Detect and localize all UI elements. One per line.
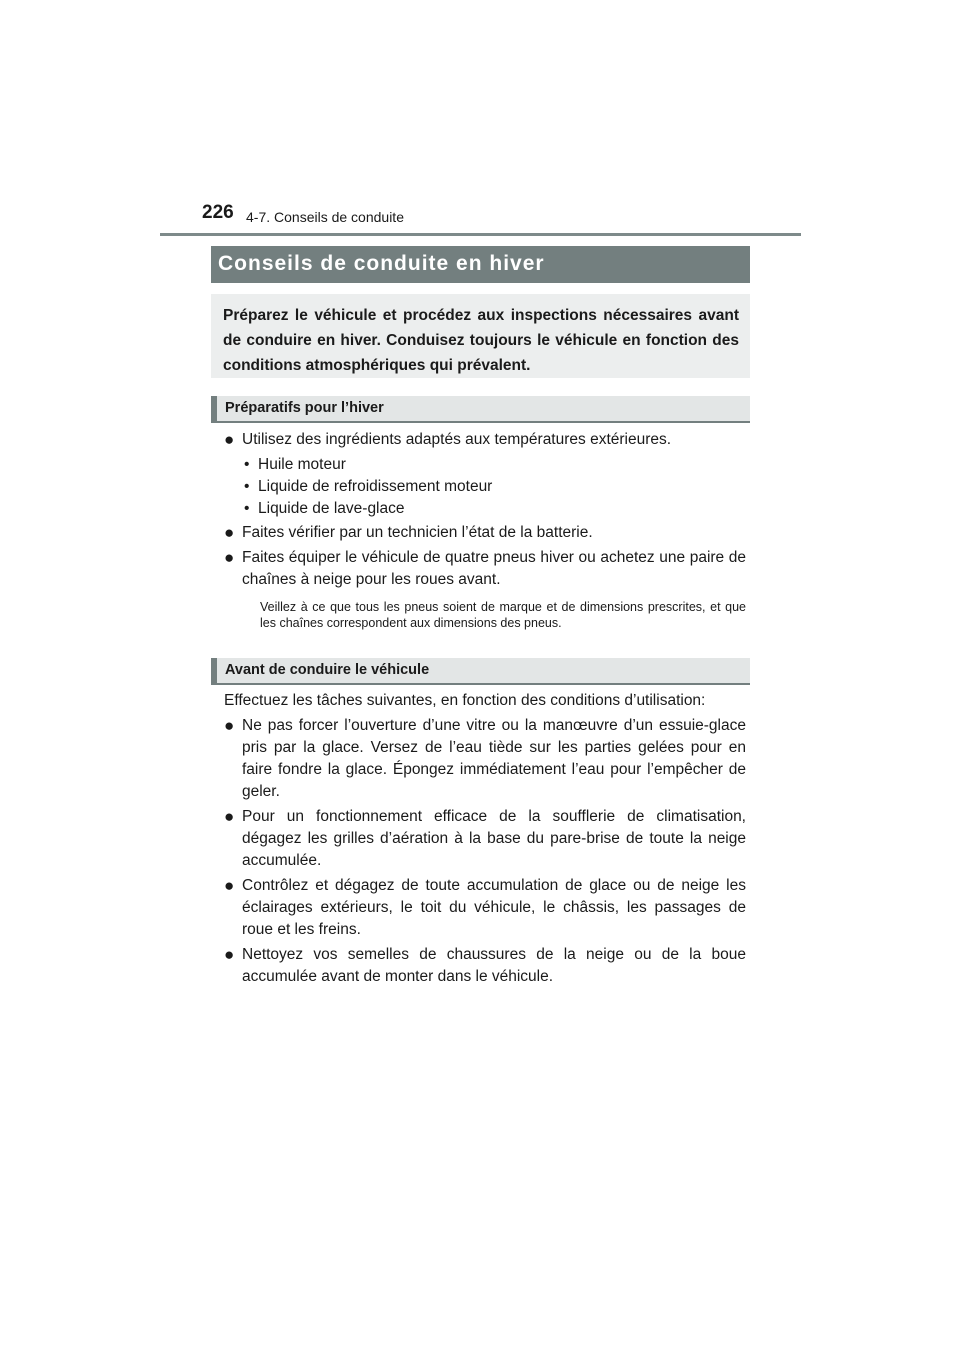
- before-driving-content: [224, 690, 746, 991]
- list-item-text: Contrôlez et dégagez de toute accumulation de glace ou de neige les éclairages extérieurs, le toit du véhicule, le châssis, les passages de roue et les freins.: [242, 877, 746, 938]
- sub-list-item: [242, 476, 746, 498]
- tire-note: Veillez à ce que tous les pneus soient de marque et de dimensions prescrites, et que les chaînes correspondent aux dimensions des pneus.: [260, 600, 746, 630]
- intro-box: Préparez le véhicule et procédez aux inspections nécessaires avant de conduire en hiver. Conduisez toujours le véhicule en fonction des conditions atmosphériques qui prévalent.: [211, 294, 750, 378]
- section-title: Conseils de conduite en hiver: [211, 246, 750, 283]
- lead-paragraph: Effectuez les tâches suivantes, en fonction des conditions d’utilisation:: [224, 692, 706, 709]
- sub-list-item: [242, 454, 746, 476]
- sub-list-item-text: Liquide de refroidissement moteur: [258, 478, 493, 495]
- subheading-before-driving: Avant de conduire le véhicule: [211, 658, 750, 685]
- header-divider: [160, 233, 801, 236]
- subheading-preparation: Préparatifs pour l’hiver: [211, 396, 750, 423]
- sub-bullet-icon: •: [244, 500, 250, 517]
- list-item-text: Faites équiper le véhicule de quatre pneus hiver ou achetez une paire de chaînes à neige pour les roues avant.: [242, 549, 746, 588]
- list-item-text: Faites vérifier par un technicien l’état de la batterie.: [242, 524, 593, 541]
- list-item: [224, 429, 746, 451]
- chapter-title: 4-7. Conseils de conduite: [246, 209, 404, 225]
- list-item: [224, 944, 746, 988]
- list-item: [224, 806, 746, 872]
- sub-list-item-text: Huile moteur: [258, 456, 346, 473]
- bullet-icon: ●: [224, 716, 235, 735]
- list-item: [224, 875, 746, 941]
- page-number: 226: [202, 202, 234, 223]
- list-item-text: Nettoyez vos semelles de chaussures de la neige ou de la boue accumulée avant de monter dans le véhicule.: [242, 946, 746, 985]
- list-item: [224, 715, 746, 803]
- bullet-icon: ●: [224, 876, 235, 895]
- fluid-sub-list: [242, 454, 746, 520]
- list-item-text: Utilisez des ingrédients adaptés aux températures extérieures.: [242, 431, 672, 448]
- preparation-content: [224, 429, 746, 631]
- list-item: [224, 547, 746, 591]
- list-item-text: Pour un fonctionnement efficace de la soufflerie de climatisation, dégagez les grilles d’aération à la base du pare-brise de toute la neige accumulée.: [242, 808, 746, 869]
- bullet-icon: ●: [224, 523, 235, 542]
- sub-list-item-text: Liquide de lave-glace: [258, 500, 405, 517]
- bullet-icon: ●: [224, 945, 235, 964]
- bullet-icon: ●: [224, 807, 235, 826]
- sub-list-item: [242, 498, 746, 520]
- sub-bullet-icon: •: [244, 478, 250, 495]
- sub-bullet-icon: •: [244, 456, 250, 473]
- bullet-icon: ●: [224, 430, 235, 449]
- list-item-text: Ne pas forcer l’ouverture d’une vitre ou la manœuvre d’un essuie-glace pris par la glace. Versez de l’eau tiède sur les parties gelées pour en faire fondre la glace. Épongez immédiatement l’eau pour l’empêcher de geler.: [242, 717, 746, 800]
- bullet-icon: ●: [224, 548, 235, 567]
- list-item: [224, 522, 746, 544]
